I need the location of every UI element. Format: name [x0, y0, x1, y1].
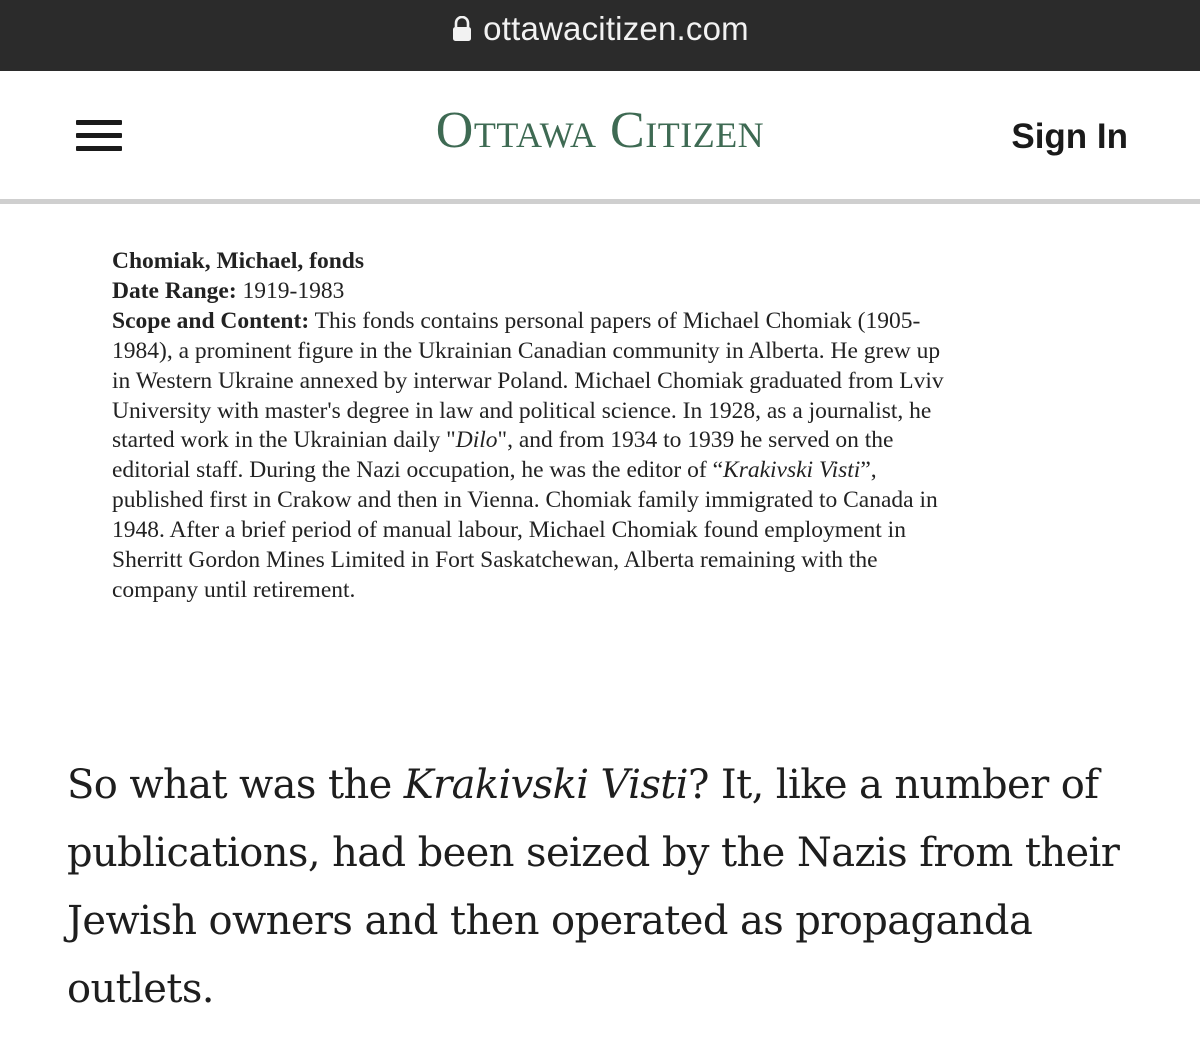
- browser-url-bar[interactable]: [0, 0, 1200, 71]
- archive-text-line: 1984), a prominent figure in the Ukrainian Canadian community in Alberta. He grew up: [112, 337, 941, 364]
- sign-in-button[interactable]: Sign In: [1011, 117, 1128, 156]
- article-line: outlets.: [67, 966, 214, 1012]
- article-line: publications, had been seized by the Nazis from their: [67, 830, 1120, 876]
- archive-scope-line: Scope and Content: This fonds contains personal papers of Michael Chomiak (1905-: [112, 307, 921, 334]
- url-text: ottawacitizen.com: [483, 9, 749, 47]
- archive-text-line: published first in Crakow and then in Vienna. Chomiak family immigrated to Canada in: [112, 487, 938, 514]
- article-line: So what was the Krakivski Visti? It, like a number of: [67, 762, 1099, 808]
- archive-record-image: [112, 247, 1072, 606]
- site-logo[interactable]: Ottawa Citizen: [435, 102, 765, 159]
- lock-icon: [451, 16, 473, 42]
- article-line: Jewish owners and then operated as propaganda: [67, 898, 1033, 944]
- article-paragraph: [67, 751, 1147, 1023]
- url-display[interactable]: [451, 10, 749, 48]
- site-header: [0, 71, 1200, 204]
- archive-text-line: Sherritt Gordon Mines Limited in Fort Saskatchewan, Alberta remaining with the: [112, 547, 878, 574]
- archive-text-line: in Western Ukraine annexed by interwar Poland. Michael Chomiak graduated from Lviv: [112, 367, 944, 394]
- archive-text-line: University with master's degree in law and political science. In 1928, as a journalist, he: [112, 397, 932, 424]
- archive-title-line: Chomiak, Michael, fonds: [112, 248, 364, 274]
- archive-text-line: 1948. After a brief period of manual labour, Michael Chomiak found employment in: [112, 517, 906, 544]
- archive-date-range-line: Date Range: 1919-1983: [112, 277, 345, 304]
- archive-text-line: editorial staff. During the Nazi occupation, he was the editor of “Krakivski Visti”,: [112, 457, 877, 484]
- archive-text-line: started work in the Ukrainian daily "Dilo", and from 1934 to 1939 he served on the: [112, 427, 894, 454]
- archive-text-line: company until retirement.: [112, 576, 356, 603]
